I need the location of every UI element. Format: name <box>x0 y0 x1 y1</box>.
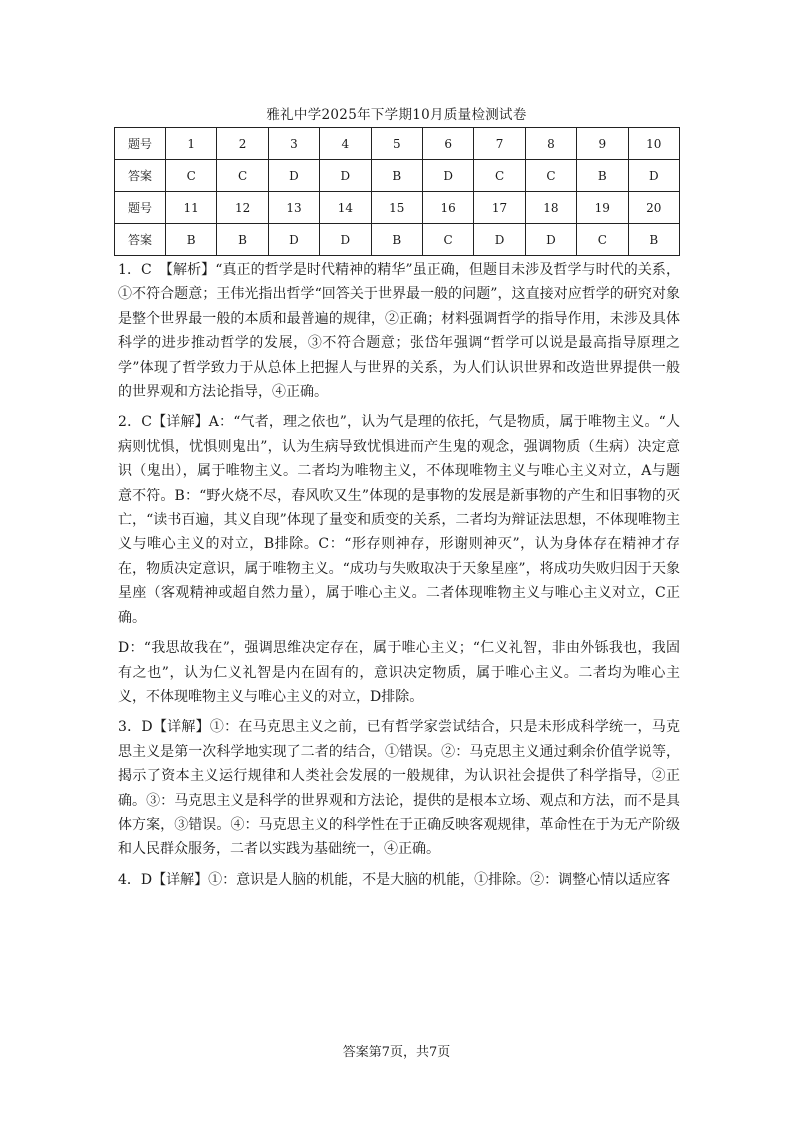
table-cell: 8 <box>525 128 576 160</box>
explanations <box>118 258 680 898</box>
table-cell: 10 <box>628 128 679 160</box>
table-cell: 19 <box>577 192 628 224</box>
table-cell: 2 <box>217 128 268 160</box>
explanation-q3: 3．D【详解】①：在马克思主义之前，已有哲学家尝试结合，只是未形成科学统一，马克思主义是第一次科学地实现了二者的结合，①错误。②：马克思主义通过剩余价值学说等，揭示了资本主义运行规律和人类社会发展的一般规律，为认识社会提供了科学指导，②正确。③：马克思主义是科学的世界观和方法论，提供的是根本立场、观点和方法，而不是具体方案，③错误。④：马克思主义的科学性在于正确反映客观规律，革命性在于为无产阶级和人民群众服务，二者以实践为基础统一，④正确。 <box>118 719 680 858</box>
explanation-q4: 4．D【详解】①：意识是人脑的机能，不是大脑的机能，①排除。②：调整心情以适应客 <box>118 871 671 888</box>
table-cell: D <box>268 224 319 256</box>
table-row-header: 答案 <box>115 160 166 192</box>
table-row-header: 答案 <box>115 224 166 256</box>
table-cell: 15 <box>371 192 422 224</box>
table-cell: C <box>166 160 217 192</box>
table-cell: 3 <box>268 128 319 160</box>
table-cell: C <box>474 160 525 192</box>
table-cell: 13 <box>268 192 319 224</box>
table-cell: 20 <box>628 192 679 224</box>
table-cell: 7 <box>474 128 525 160</box>
table-cell: B <box>577 160 628 192</box>
table-cell: B <box>628 224 679 256</box>
table-cell: 5 <box>371 128 422 160</box>
table-cell: 4 <box>320 128 371 160</box>
table-cell: B <box>371 224 422 256</box>
table-cell: 6 <box>422 128 473 160</box>
table-cell: D <box>628 160 679 192</box>
table-cell: 1 <box>166 128 217 160</box>
table-cell: 9 <box>577 128 628 160</box>
explanation-q2: 2．C【详解】A：“气者，理之依也”，认为气是理的依托，气是物质，属于唯物主义。“人病则忧惧，忧惧则鬼出”，认为生病导致忧惧进而产生鬼的观念，强调物质（生病）决定意识（鬼出），属于唯物主义。二者均为唯物主义，不体现唯物主义与唯心主义对立，A与题意不符。B：“野火烧不尽，春风吹又生”体现的是事物的发展是新事物的产生和旧事物的灭亡，“读书百遍，其义自现”体现了量变和质变的关系，二者均为辩证法思想，不体现唯物主义与唯心主义的对立，B排除。C：“形存则神存，形谢则神灭”，认为身体存在精神才存在，物质决定意识，属于唯物主义。“成功与失败取决于天象星座”，将成功失败归因于天象星座（客观精神或超自然力量），属于唯心主义。二者体现唯物主义与唯心主义对立，C正确。 <box>118 414 680 626</box>
table-row-header: 题号 <box>115 128 166 160</box>
table-row <box>115 160 680 192</box>
table-row <box>115 128 680 160</box>
table-cell: 11 <box>166 192 217 224</box>
table-cell: C <box>525 160 576 192</box>
answer-table <box>114 127 680 256</box>
table-cell: B <box>371 160 422 192</box>
table-cell: 12 <box>217 192 268 224</box>
explanation-q1: 1．C 【解析】“真正的哲学是时代精神的精华”虽正确，但题目未涉及哲学与时代的关系，①不符合题意；王伟光指出哲学“回答关于世界最一般的问题”，这直接对应哲学的研究对象是整个世界最一般的本质和最普遍的规律，②正确；材料强调哲学的指导作用，未涉及具体科学的进步推动哲学的发展，③不符合题意；张岱年强调“哲学可以说是最高指导原理之学”体现了哲学致力于从总体上把握人与世界的关系，为人们认识世界和改造世界提供一般的世界观和方法论指导，④正确。 <box>118 262 680 401</box>
table-row-header: 题号 <box>115 192 166 224</box>
table-cell: D <box>320 224 371 256</box>
table-cell: C <box>217 160 268 192</box>
page-title: 雅礼中学2025年下学期10月质量检测试卷 <box>266 107 527 123</box>
table-cell: D <box>422 160 473 192</box>
table-row <box>115 192 680 224</box>
table-cell: B <box>166 224 217 256</box>
table-cell: D <box>474 224 525 256</box>
table-cell: 16 <box>422 192 473 224</box>
table-cell: C <box>422 224 473 256</box>
table-cell: 17 <box>474 192 525 224</box>
explanation-q2-option-d: D：“我思故我在”，强调思维决定存在，属于唯心主义；“仁义礼智，非由外铄我也，我固有之也”，认为仁义礼智是内在固有的，意识决定物质，属于唯心主义。二者均为唯心主义，不体现唯物主义与唯心主义的对立，D排除。 <box>118 640 680 705</box>
table-cell: C <box>577 224 628 256</box>
table-cell: D <box>268 160 319 192</box>
page-footer: 答案第7页，共7页 <box>342 1045 451 1060</box>
table-cell: D <box>320 160 371 192</box>
table-row <box>115 224 680 256</box>
table-cell: 18 <box>525 192 576 224</box>
table-cell: D <box>525 224 576 256</box>
table-cell: 14 <box>320 192 371 224</box>
table-cell: B <box>217 224 268 256</box>
